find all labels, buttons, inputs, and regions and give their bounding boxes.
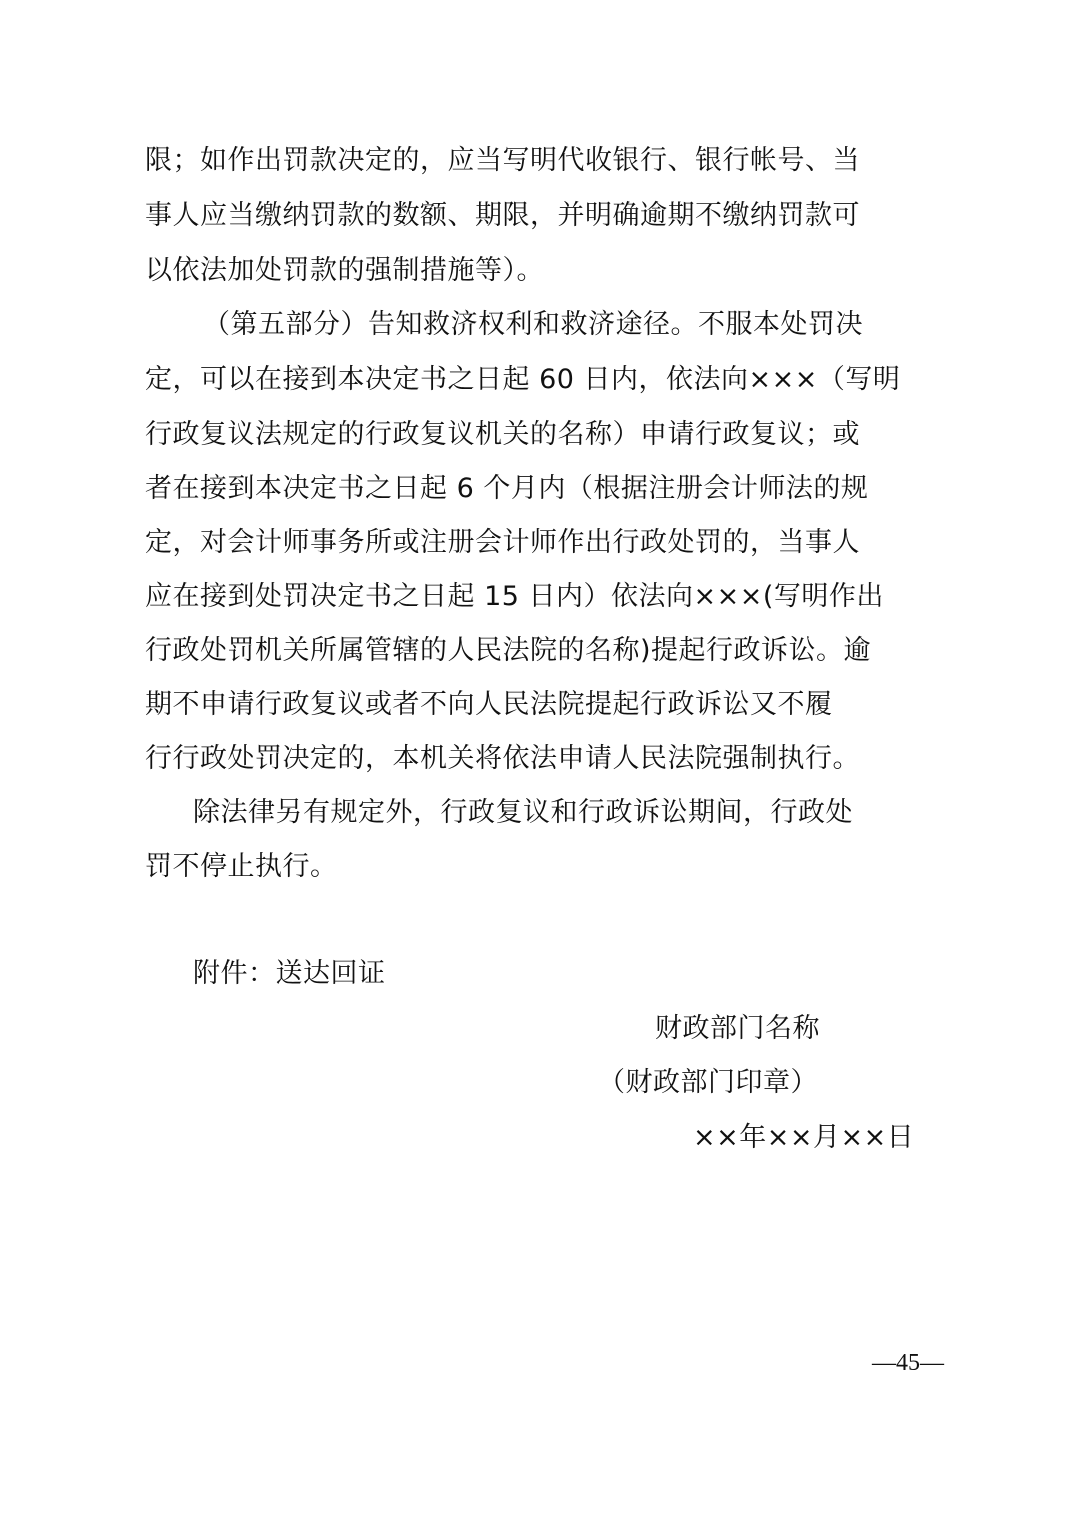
paragraph-line: 行政复议法规定的行政复议机关的名称）申请行政复议；或 [145, 419, 860, 450]
paragraph-line: 定，对会计师事务所或注册会计师作出行政处罚的，当事人 [145, 527, 860, 558]
paragraph-line: 行行政处罚决定的，本机关将依法申请人民法院强制执行。 [145, 743, 860, 774]
document-date: ××年××月××日 [693, 1122, 915, 1153]
paragraph-line: 事人应当缴纳罚款的数额、期限，并明确逾期不缴纳罚款可 [145, 200, 860, 231]
paragraph-line: 限；如作出罚款决定的，应当写明代收银行、银行帐号、当 [145, 145, 860, 176]
paragraph-line: 者在接到本决定书之日起 6 个月内（根据注册会计师法的规 [145, 473, 869, 504]
paragraph-line: 期不申请行政复议或者不向人民法院提起行政诉讼又不履 [145, 689, 833, 720]
department-name: 财政部门名称 [655, 1013, 820, 1044]
paragraph-line: 应在接到处罚决定书之日起 15 日内）依法向×××(写明作出 [145, 581, 884, 612]
paragraph-line: （第五部分）告知救济权利和救济途径。不服本处罚决 [203, 309, 863, 340]
department-seal: （财政部门印章） [598, 1067, 818, 1098]
attachment-note: 附件：送达回证 [193, 958, 386, 989]
paragraph-line: 罚不停止执行。 [145, 851, 338, 882]
paragraph-line: 以依法加处罚款的强制措施等）。 [145, 255, 544, 286]
page-number: —45— [872, 1350, 944, 1376]
paragraph-line: 定，可以在接到本决定书之日起 60 日内，依法向×××（写明 [145, 364, 901, 395]
paragraph-line: 行政处罚机关所属管辖的人民法院的名称)提起行政诉讼。逾 [145, 635, 872, 666]
paragraph-line: 除法律另有规定外，行政复议和行政诉讼期间，行政处 [193, 797, 853, 828]
